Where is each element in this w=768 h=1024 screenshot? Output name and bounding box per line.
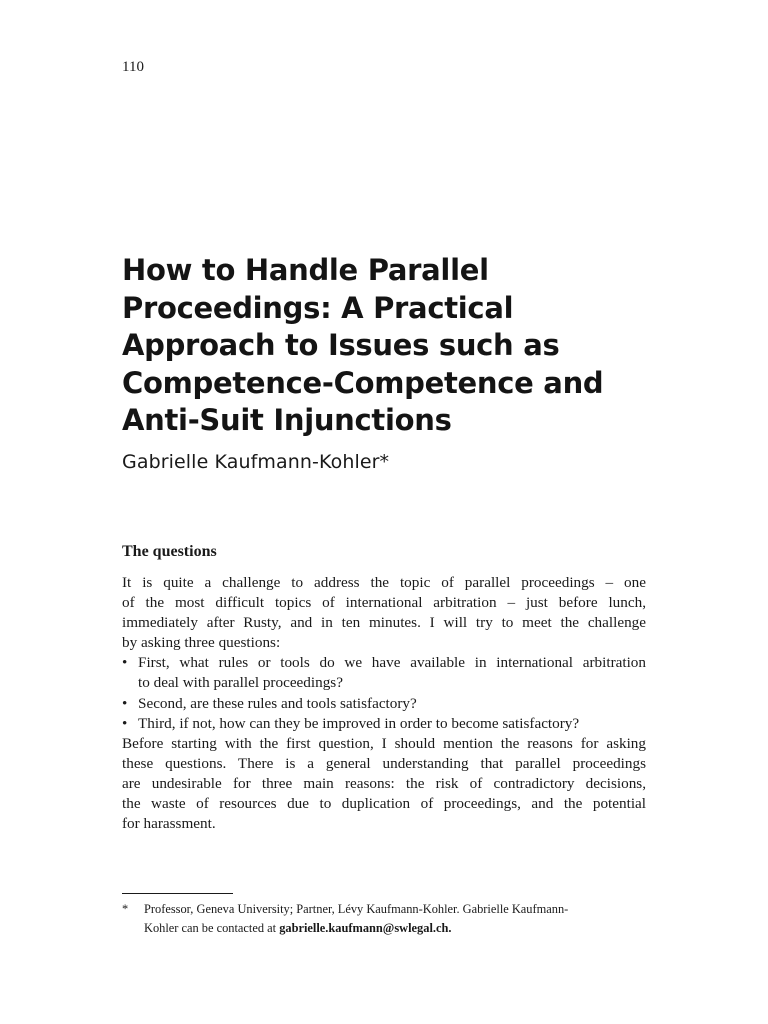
footnote-marker: *: [122, 902, 129, 916]
bullet-item: [122, 653, 646, 673]
footnote-text: Kohler can be contacted at: [144, 920, 280, 935]
bullet-item: [122, 714, 646, 734]
bullet-text: Second, are these rules and tools satisfactory?: [138, 694, 417, 712]
footnote-rule: [122, 893, 233, 894]
section-heading: The questions: [122, 543, 217, 560]
footnote: [122, 900, 622, 937]
bullet-icon: •: [122, 654, 128, 672]
title-line: Competence-Competence and: [122, 365, 604, 400]
paragraph-line: the waste of resources due to duplication of proceedings, and the potential: [122, 795, 646, 813]
bullet-icon: •: [122, 714, 128, 732]
paragraph-line: are undesirable for three main reasons: the risk of contradictory decisions,: [122, 774, 646, 792]
title-line: Approach to Issues such as: [122, 328, 560, 362]
paragraph-line: Before starting with the first question, I should mention the reasons for asking: [122, 734, 646, 752]
body-text: [122, 573, 646, 834]
email-address: gabrielle.kaufmann@swlegal.ch.: [279, 920, 452, 935]
paragraph-line: these questions. There is a general understanding that parallel proceedings: [122, 754, 646, 772]
bullet-text: First, what rules or tools do we have available in international arbitration: [138, 654, 646, 672]
title-line: Proceedings: A Practical: [122, 290, 514, 325]
footnote-line: Professor, Geneva University; Partner, Lévy Kaufmann-Kohler. Gabrielle Kaufmann-: [144, 902, 569, 916]
paragraph-line: for harassment.: [122, 815, 216, 833]
footnote-line: [122, 919, 622, 938]
article-title: [122, 252, 682, 440]
paragraph-line: of the most difficult topics of international arbitration – just before lunch,: [122, 594, 646, 612]
title-line: Anti-Suit Injunctions: [122, 403, 452, 437]
paragraph-line: by asking three questions:: [122, 634, 281, 652]
bullet-icon: •: [122, 694, 128, 712]
bullet-item: [122, 694, 646, 714]
paragraph-line: immediately after Rusty, and in ten minutes. I will try to meet the challenge: [122, 614, 646, 632]
title-line: How to Handle Parallel: [122, 253, 489, 287]
page-number: 110: [122, 59, 144, 75]
bullet-continuation: to deal with parallel proceedings?: [138, 674, 343, 692]
bullet-text: Third, if not, how can they be improved in order to become satisfactory?: [138, 714, 580, 732]
paragraph-line: It is quite a challenge to address the topic of parallel proceedings – one: [122, 574, 646, 591]
author-name: Gabrielle Kaufmann-Kohler*: [122, 451, 390, 473]
